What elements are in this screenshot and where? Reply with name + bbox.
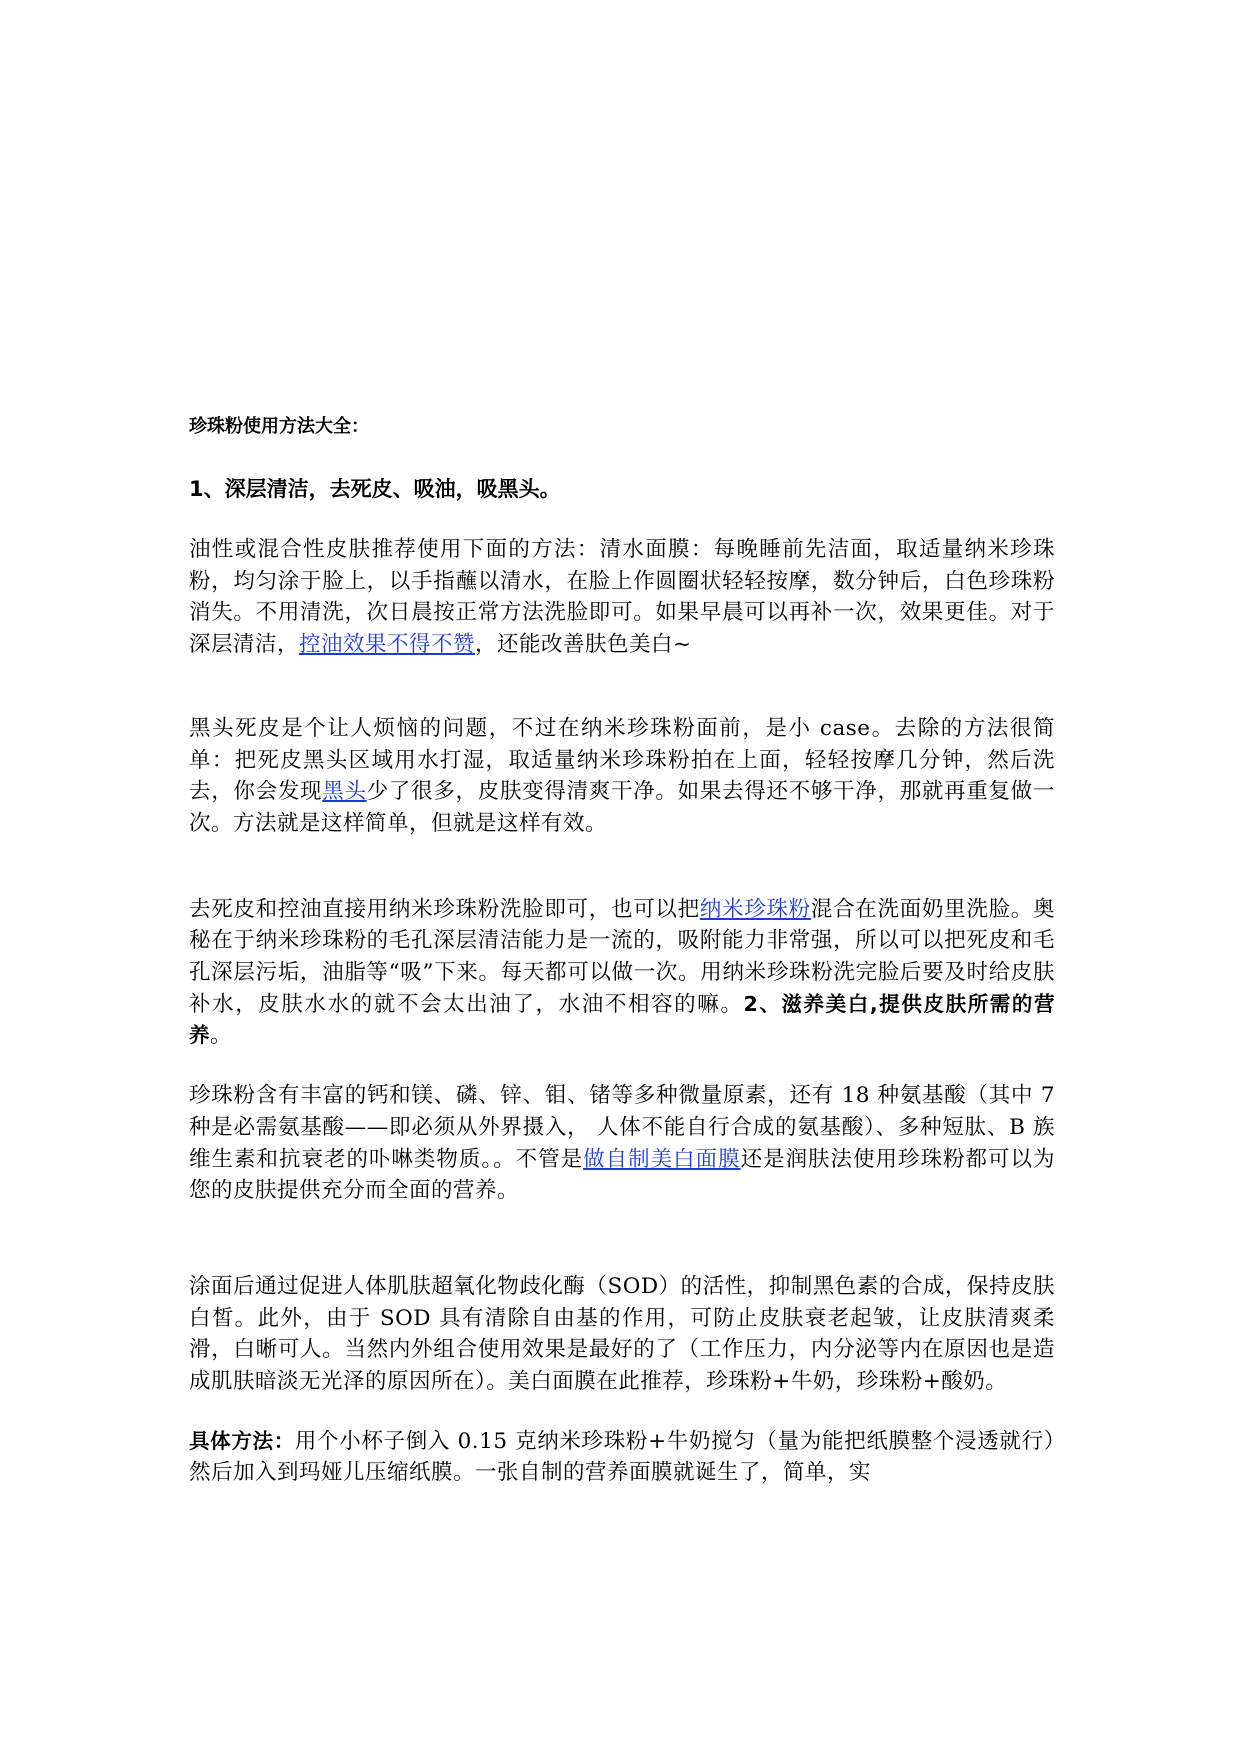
paragraph-text: 去死皮和控油直接用纳米珍珠粉洗脸即可，也可以把 — [189, 896, 700, 922]
paragraph-text: 少了很多，皮肤变得清爽干净。如果去得还不够干净，那就再重复做一次。方法就是这样简单，但就是这样有效。 — [189, 779, 1055, 836]
paragraph-text: 珍珠粉含有丰富的钙和镁、磷、锌、钼、锗等多种微量原素，还有 18 种氨基酸（其中 7 种是必需氨基酸——即必须从外界摄入， 人体不能自行合成的氨基酸）、多种短肽、B 族维生素和抗衰老的卟啉类物质。。不管是 — [189, 1083, 1055, 1172]
link-nano-pearl-powder[interactable]: 纳米珍珠粉 — [699, 896, 811, 922]
document-title: 珍珠粉使用方法大全： — [189, 416, 369, 437]
paragraph-text: 。 — [210, 1023, 233, 1049]
paragraph-text: 混合在洗面奶里洗脸。奥秘在于纳米珍珠粉的毛孔深层清洁能力是一流的，吸附能力非常强，所以可以把死皮和毛孔深层污垢，油脂等“吸”下来。每天都可以做一次。用纳米珍珠粉洗完脸后要及时给皮肤补水，皮肤水水的就不会太出油了，水油不相容的嘛。 — [189, 896, 1055, 1017]
paragraph-sod-whitening: 涂面后通过促进人体肌肤超氧化物歧化酶（SOD）的活性，抑制黑色素的合成，保持皮肤白皙。此外，由于 SOD 具有清除自由基的作用，可防止皮肤衰老起皱，让皮肤清爽柔滑，白晰可人。当然内外组合使用效果是最好的了（工作压力，内分泌等内在原因也是造成肌肤暗淡无光泽的原因所在）。美白面膜在此推荐，珍珠粉+牛奶，珍珠粉+酸奶。 — [189, 1273, 1055, 1395]
paragraph-wash-face — [189, 894, 1055, 1053]
section-heading-1: 1、深层清洁，去死皮、吸油，吸黑头。 — [189, 477, 561, 501]
paragraph-text: 油性或混合性皮肤推荐使用下面的方法：清水面膜：每晚睡前先洁面，取适量纳米珍珠粉，均匀涂于脸上，以手指蘸以清水，在脸上作圆圈状轻轻按摩，数分钟后，白色珍珠粉消失。不用清洗，次日晨按正常方法洗脸即可。如果早晨可以再补一次，效果更佳。对于深层清洁， — [189, 537, 1055, 658]
paragraph-specific-method — [189, 1426, 1055, 1489]
method-label: 具体方法： — [189, 1428, 295, 1453]
paragraph-blackheads — [189, 713, 1055, 840]
link-oil-control[interactable]: 控油效果不得不赞 — [299, 632, 476, 658]
document-body — [189, 414, 1055, 1489]
paragraph-text: 黑头死皮是个让人烦恼的问题，不过在纳米珍珠粉面前，是小 case。去除的方法很简单：把死皮黑头区域用水打湿，取适量纳米珍珠粉拍在上面，轻轻按摩几分钟，然后洗去，你会发现 — [189, 715, 1055, 805]
paragraph-oily-skin-mask — [189, 534, 1055, 661]
paragraph-text: 还是润肤法使用珍珠粉都可以为您的皮肤提供充分而全面的营养。 — [189, 1146, 1055, 1204]
link-blackheads[interactable]: 黑头 — [322, 779, 367, 805]
paragraph-nutrients — [189, 1080, 1055, 1207]
paragraph-text: ，还能改善肤色美白~ — [475, 632, 692, 658]
paragraph-text: 用个小杯子倒入 0.15 克纳米珍珠粉+牛奶搅匀（量为能把纸膜整个浸透就行）然后加入到玛娅儿压缩纸膜。一张自制的营养面膜就诞生了，简单，实 — [189, 1428, 1056, 1486]
link-diy-whitening-mask[interactable]: 做自制美白面膜 — [583, 1146, 741, 1172]
section-heading-2: 2、滋养美白,提供皮肤所需的营养 — [189, 991, 1055, 1048]
